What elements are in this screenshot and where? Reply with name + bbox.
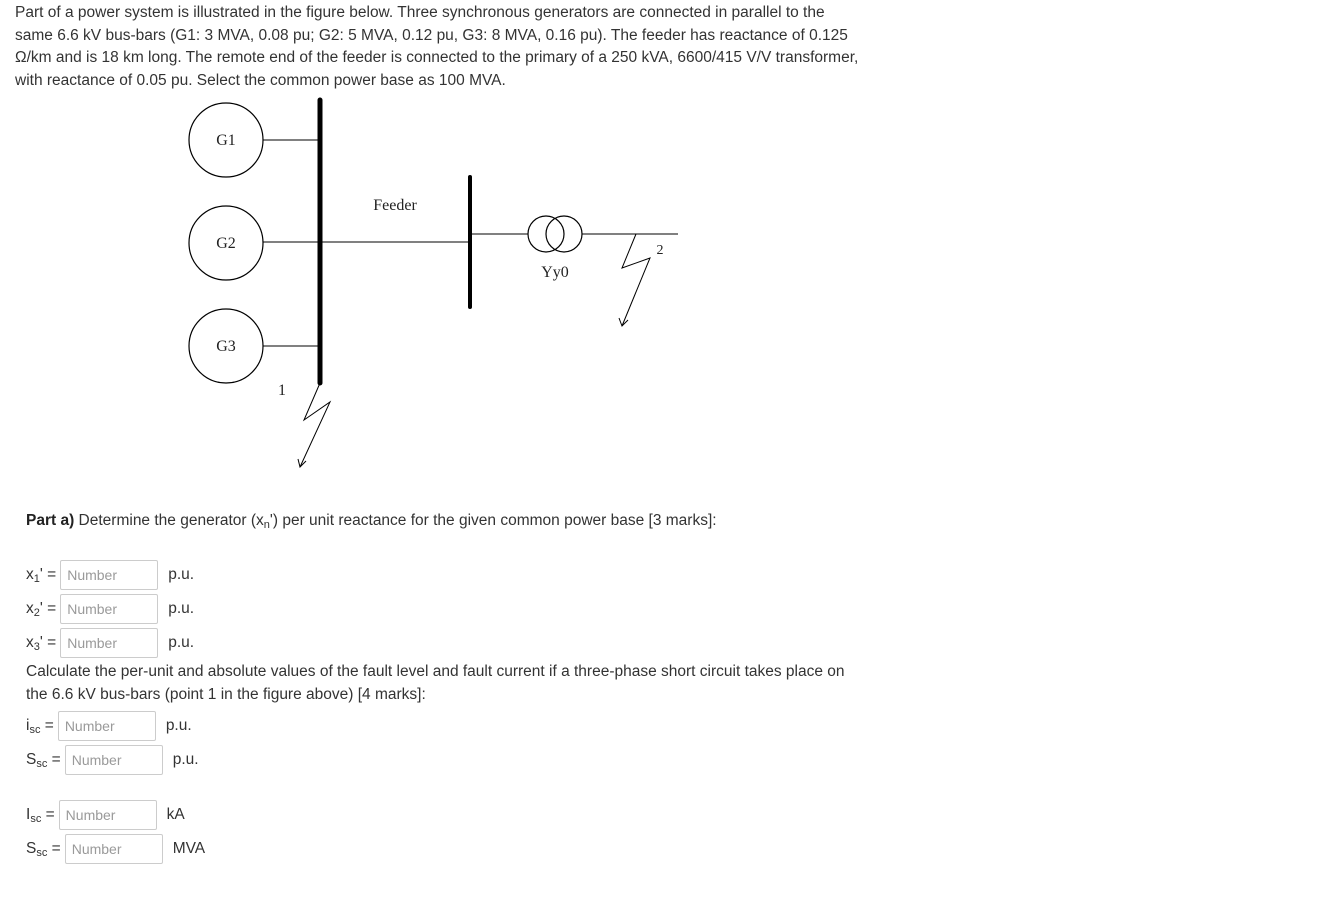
ssc-abs-input[interactable] [65, 834, 163, 864]
x3-unit: p.u. [168, 634, 195, 651]
part-b-prompt: Calculate the per-unit and absolute values of the fault level and fault current if a three-phase short circuit takes place on the 6.6 kV bus-bars (point 1 in the figure above) [4 marks]: [26, 663, 845, 703]
part-a-text-after: ') per unit reactance for the given common power base [3 marks]: [269, 512, 717, 529]
ssc-abs-label: $S_{sc}$ = [26, 839, 61, 859]
feeder-label: Feeder [373, 197, 417, 214]
isc-abs-label: $I_{sc}$ = [26, 805, 55, 825]
x2-unit: p.u. [168, 600, 195, 617]
ssc-pu-input[interactable] [65, 745, 163, 775]
x1-input[interactable] [60, 560, 158, 590]
x2-input[interactable] [60, 594, 158, 624]
isc-pu-row [26, 711, 192, 741]
generator-g3-label: G3 [216, 338, 236, 355]
isc-pu-label: $i_{sc}$ = [26, 716, 54, 736]
ssc-abs-unit: MVA [172, 840, 206, 857]
isc-pu-unit: p.u. [165, 717, 192, 734]
x1-unit: p.u. [168, 566, 195, 583]
generator-g1-label: G1 [216, 132, 236, 149]
fault-1-label: 1 [278, 382, 286, 399]
ssc-pu-unit: p.u. [172, 751, 199, 768]
isc-pu-input[interactable] [58, 711, 156, 741]
fault-2-symbol [622, 234, 650, 326]
ssc-pu-label: $S_{sc}$ = [26, 750, 61, 770]
fault-2-label: 2 [656, 243, 664, 258]
x3-input[interactable] [60, 628, 158, 658]
part-a-sub: n [263, 519, 270, 531]
fault-1-symbol [300, 383, 330, 467]
x2-row [26, 594, 194, 624]
x1-row [26, 560, 194, 590]
x2-label: $x_2'$ = [26, 599, 57, 619]
x3-label: $x_3'$ = [26, 633, 57, 653]
part-a-prompt [26, 512, 717, 531]
x1-label: $x_1'$ = [26, 565, 57, 585]
problem-statement: Part of a power system is illustrated in the figure below. Three synchronous generators are connected in parallel to the same 6.6 kV bus-bars (G1: 3 MVA, 0.08 pu; G2: 5 MVA, 0.12 pu, G3: 8 MVA, 0.16 pu). The feeder has reactance of 0.125 Ω/km and is 18 km long. The remote end of the feeder is connected to the primary of a 250 kVA, 6600/415 V/V transformer, with reactance of 0.05 pu. Select the common power base as 100 MVA. [15, 4, 859, 89]
x3-row [26, 628, 194, 658]
isc-abs-unit: kA [166, 806, 185, 823]
transformer-label: Yy0 [541, 264, 569, 281]
part-a-heading: Part a) [26, 512, 75, 529]
power-system-diagram [0, 0, 760, 480]
isc-abs-input[interactable] [59, 800, 157, 830]
part-a-text-before: Determine the generator (x [74, 512, 264, 529]
generator-g2-label: G2 [216, 235, 236, 252]
isc-abs-row [26, 800, 185, 830]
ssc-pu-row [26, 745, 199, 775]
ssc-abs-row [26, 834, 205, 864]
